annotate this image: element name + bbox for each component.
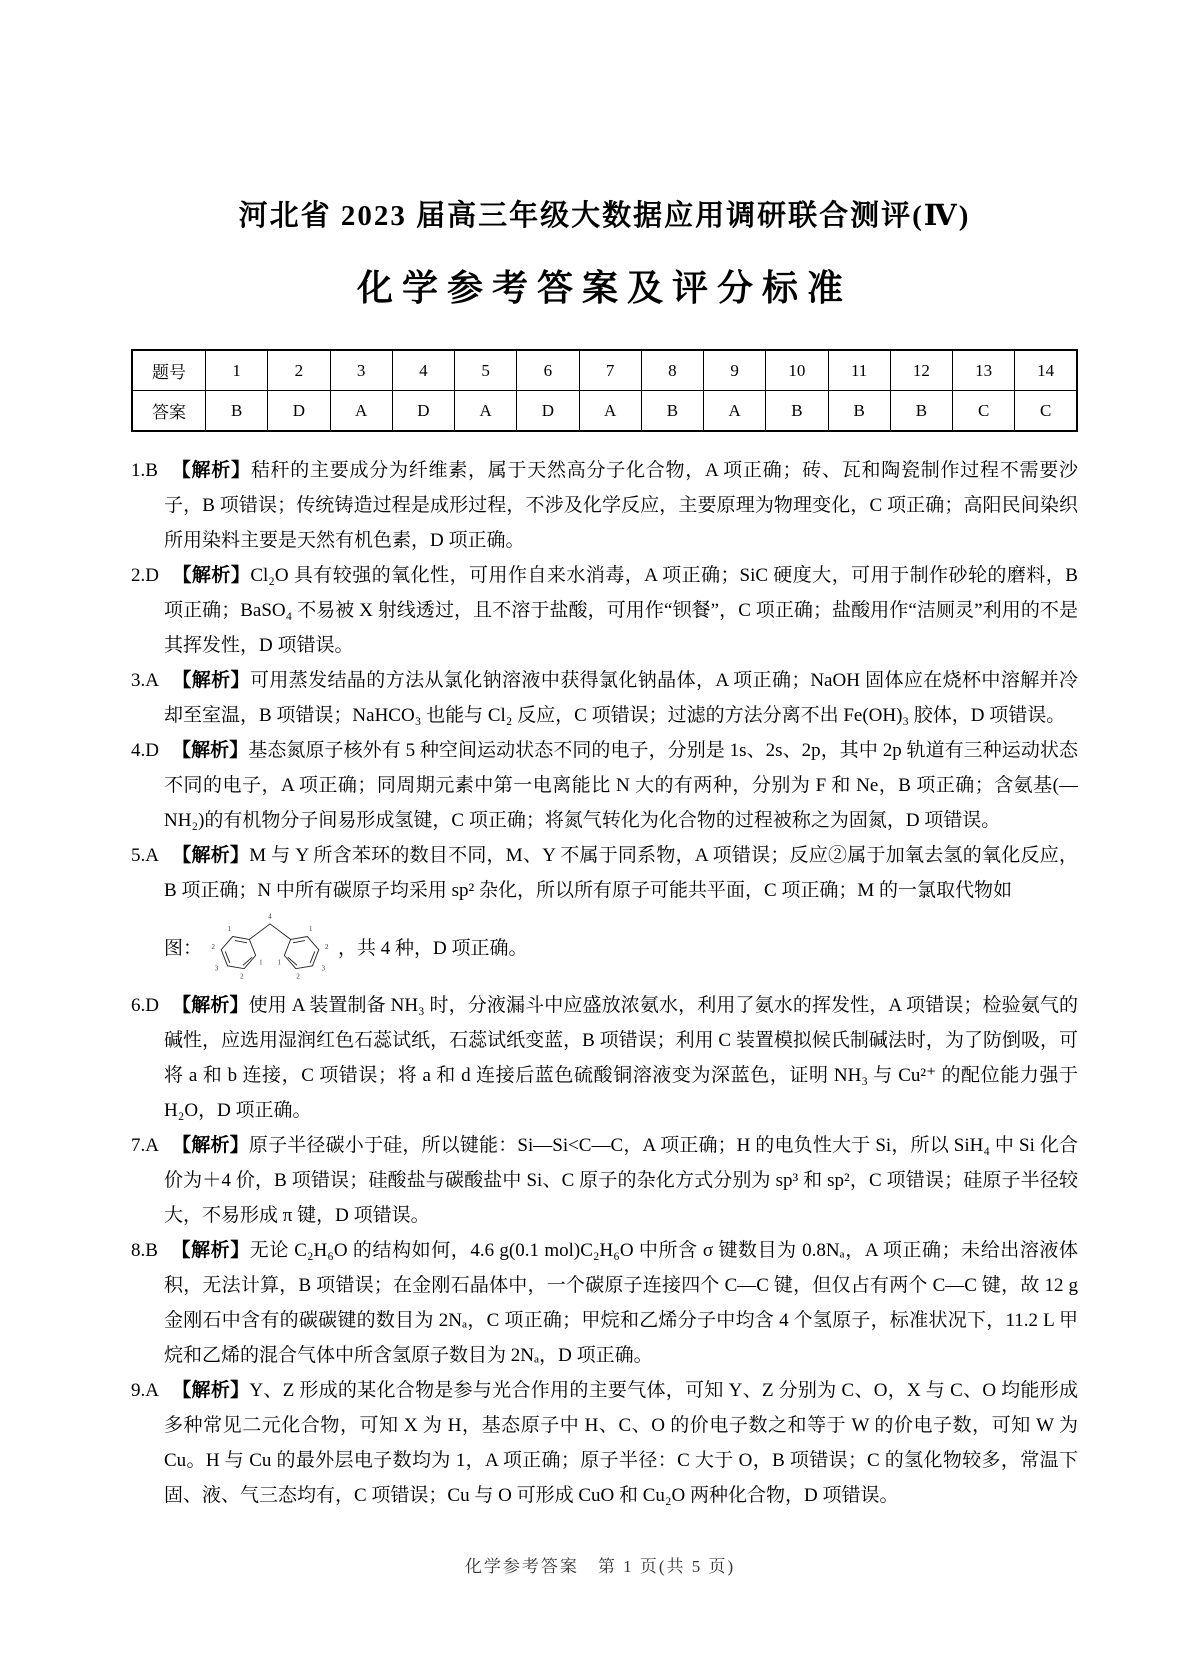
position-label: 1 [259,959,263,967]
item-id: 1.B [131,460,158,481]
position-label: 3 [321,965,326,973]
explanation-item-2 [131,558,1078,663]
question-number-cell: 13 [953,350,1015,391]
position-label: 2 [296,973,300,981]
row-header-answer: 答案 [132,391,206,432]
explanation-item-4 [131,733,1078,838]
position-label: 1 [227,925,231,933]
explanation-item-1 [131,453,1078,558]
answer-cell: C [953,391,1015,432]
explanation-item-6 [131,988,1078,1128]
position-label: 4 [268,913,272,921]
answer-cell: D [268,391,330,432]
answer-cell: B [206,391,268,432]
row-header-question-number: 题号 [132,350,206,391]
explanations-list [131,453,1078,1513]
page-title: 河北省 2023 届高三年级大数据应用调研联合测评(Ⅳ) [238,200,971,232]
position-label: 2 [325,944,329,952]
item-id: 7.A [131,1135,159,1156]
answer-cell: A [579,391,641,432]
table-row-numbers [132,350,1077,391]
answer-cell: B [766,391,828,432]
answer-cell: A [330,391,392,432]
explanation-item-9 [131,1373,1078,1513]
answer-table [131,349,1078,432]
item-text: 基态氮原子核外有 5 种空间运动状态不同的电子，分别是 1s、2s、2p，其中 2p 轨道有三种运动状态不同的电子，A 项正确；同周期元素中第一电离能比 N 大的有两种，分别为 F 和 Ne，B 项正确；含氨基(—NH₂)的有机物分子间易形成氢键，C 项正确；将氮气转化为化合物的过程被称之为固氮，D 项错误。 [164,740,1078,831]
figure-label: 图： [164,937,203,959]
explanation-item-7 [131,1128,1078,1233]
diphenylmethane-structure-diagram [204,910,336,986]
table-row-answers [132,391,1077,432]
answer-cell: A [704,391,766,432]
question-number-cell: 4 [392,350,454,391]
analysis-tag: 【解析】 [171,565,251,586]
answer-cell: A [455,391,517,432]
item-id: 2.D [131,565,159,586]
position-label: 1 [309,925,313,933]
item-text: 秸秆的主要成分为纤维素，属于天然高分子化合物，A 项正确；砖、瓦和陶瓷制作过程不需要沙子，B 项错误；传统铸造过程是成形过程，不涉及化学反应，主要原理为物理变化，C 项正确；高阳民间染织所用染料主要是天然有机色素，D 项正确。 [164,460,1078,551]
question-number-cell: 14 [1015,350,1077,391]
question-number-cell: 7 [579,350,641,391]
item-text: Y、Z 形成的某化合物是参与光合作用的主要气体，可知 Y、Z 分别为 C、O，X 与 C、O 均能形成多种常见二元化合物，可知 X 为 H，基态原子中 H、C、O 的价电子数之和等于 W 的价电子数，可知 W 为 Cu。H 与 Cu 的最外层电子数均为 1，A 项正确；原子半径：C 大于 O，B 项错误；C 的氢化物较多，常温下固、液、气三态均有，C 项错误；Cu 与 O 可形成 CuO 和 Cu₂O 两种化合物，D 项错误。 [164,1380,1078,1506]
analysis-tag: 【解析】 [171,1135,249,1156]
item-id: 9.A [131,1380,159,1401]
item-text: 可用蒸发结晶的方法从氯化钠溶液中获得氯化钠晶体，A 项正确；NaOH 固体应在烧杯中溶解并冷却至室温，B 项错误；NaHCO₃ 也能与 Cl₂ 反应，C 项错误；过滤的方法分离不出 Fe(OH)₃ 胶体，D 项错误。 [164,670,1078,726]
answer-cell: B [828,391,890,432]
analysis-tag: 【解析】 [171,845,250,866]
page-subtitle: 化学参考答案及评分标准 [356,268,852,308]
item-id: 8.B [131,1240,158,1261]
item-text: M 与 Y 所含苯环的数目不同，M、Y 不属于同系物，A 项错误；反应②属于加氧去氢的氧化反应，B 项正确；N 中所有碳原子均采用 sp² 杂化，所以所有原子可能共平面，C 项正确；M 的一氯取代物如 [164,845,1078,901]
question-number-cell: 1 [206,350,268,391]
question-number-cell: 9 [704,350,766,391]
analysis-tag: 【解析】 [171,670,250,691]
explanation-item-3 [131,663,1078,733]
analysis-tag: 【解析】 [170,1240,250,1261]
item-id: 4.D [131,740,159,761]
explanation-item-5 [131,838,1078,986]
page-footer: 化学参考答案 第 1 页(共 5 页) [464,1557,736,1576]
question-number-cell: 2 [268,350,330,391]
position-label: 2 [240,973,244,981]
item-text: Cl₂O 具有较强的氧化性，可用作自来水消毒，A 项正确；SiC 硬度大，可用于制作砂轮的磨料，B 项正确；BaSO₄ 不易被 X 射线透过，且不溶于盐酸，可用作“钡餐”，C 项正确；盐酸用作“洁厕灵”利用的不是其挥发性，D 项错误。 [164,565,1078,656]
answer-cell: B [890,391,952,432]
question-number-cell: 8 [641,350,703,391]
item-text: 无论 C₂H₆O 的结构如何，4.6 g(0.1 mol)C₂H₆O 中所含 σ 键数目为 0.8Nₐ，A 项正确；未给出溶液体积，无法计算，B 项错误；在金刚石晶体中，一个碳原子连接四个 C—C 键，但仅占有两个 C—C 键，故 12 g 金刚石中含有的碳碳键的数目为 2Nₐ，C 项正确；甲烷和乙烯分子中均含 4 个氢原子，标准状况下，11.2 L 甲烷和乙烯的混合气体中所含氢原子数目为 2Nₐ，D 项正确。 [164,1240,1078,1366]
question-number-cell: 11 [828,350,890,391]
question-number-cell: 6 [517,350,579,391]
answer-cell: D [392,391,454,432]
item-id: 6.D [131,995,159,1016]
analysis-tag: 【解析】 [171,740,249,761]
position-label: 3 [214,965,219,973]
item-id: 5.A [131,845,159,866]
position-label: 1 [277,959,281,967]
analysis-tag: 【解析】 [171,1380,250,1401]
question-number-cell: 5 [455,350,517,391]
answer-cell: D [517,391,579,432]
question-number-cell: 3 [330,350,392,391]
item-id: 3.A [131,670,159,691]
figure-caption: ，共 4 种，D 项正确。 [338,937,528,959]
item-text: 原子半径碳小于硅，所以键能：Si—Si<C—C，A 项正确；H 的电负性大于 Si，所以 SiH₄ 中 Si 化合价为＋4 价，B 项错误；硅酸盐与碳酸盐中 Si、C 原子的杂化方式分别为 sp³ 和 sp²，C 项错误；硅原子半径较大，不易形成 π 键，D 项错误。 [164,1135,1078,1226]
structure-figure [164,910,1078,986]
answer-cell: C [1015,391,1077,432]
question-number-cell: 12 [890,350,952,391]
question-number-cell: 10 [766,350,828,391]
answer-cell: B [641,391,703,432]
explanation-item-8 [131,1233,1078,1373]
document-page [131,0,1078,1513]
item-text: 使用 A 装置制备 NH₃ 时，分液漏斗中应盛放浓氨水，利用了氨水的挥发性，A 项错误；检验氨气的碱性，应选用湿润红色石蕊试纸，石蕊试纸变蓝，B 项错误；利用 C 装置模拟候氏制碱法时，为了防倒吸，可将 a 和 b 连接，C 项错误；将 a 和 d 连接后蓝色硫酸铜溶液变为深蓝色，证明 NH₃ 与 Cu²⁺ 的配位能力强于 H₂O，D 项正确。 [164,995,1078,1121]
analysis-tag: 【解析】 [171,995,249,1016]
analysis-tag: 【解析】 [170,460,251,481]
position-label: 2 [211,944,215,952]
